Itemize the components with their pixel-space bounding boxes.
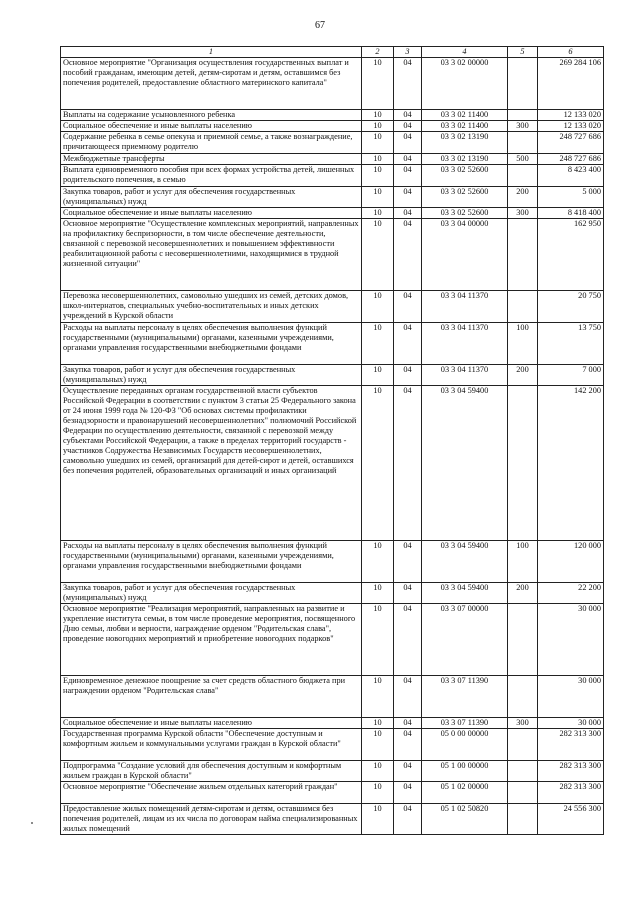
table-row — [61, 365, 604, 386]
cell-csr: 03 3 04 11370 — [422, 323, 508, 365]
cell-pr: 04 — [394, 323, 422, 365]
cell-rz: 10 — [362, 804, 394, 835]
cell-rz: 10 — [362, 121, 394, 132]
header-cell: 2 — [362, 47, 394, 58]
cell-csr: 03 3 04 59400 — [422, 583, 508, 604]
cell-rz: 10 — [362, 187, 394, 208]
table-row — [61, 323, 604, 365]
cell-name: Основное мероприятие "Организация осуществления государственных выплат и пособий гражданам, имеющим детей, детям-сиротам и детям, оставшимся без попечения родителей, предоставление областного материнского капитала" — [61, 58, 362, 110]
cell-pr: 04 — [394, 208, 422, 219]
cell-csr: 03 3 02 52600 — [422, 165, 508, 187]
cell-name: Выплаты на содержание усыновленного ребенка — [61, 110, 362, 121]
cell-pr: 04 — [394, 58, 422, 110]
cell-sum: 248 727 686 — [538, 154, 604, 165]
cell-vr — [508, 132, 538, 154]
cell-name: Осуществление переданных органам государственной власти субъектов Российской Федерации в соответствии с пунктом 3 статьи 25 Федерального закона от 24 июня 1999 года № 120-ФЗ "Об основах системы профилактики безнадзорности и правонарушений несовершеннолетних" полномочий Российской Федерации по осуществлению деятельности, связанной с перевозкой между субъектами Российской Федерации, а также в пределах территорий государств - участников Содружества Независимых Государств несовершеннолетних, самовольно ушедших из семей, организаций для детей-сирот и детей, оставшихся без попечения родителей, образовательных организаций и иных организаций — [61, 386, 362, 541]
cell-rz: 10 — [362, 583, 394, 604]
cell-name: Социальное обеспечение и иные выплаты населению — [61, 208, 362, 219]
table-row — [61, 165, 604, 187]
cell-pr: 04 — [394, 219, 422, 291]
cell-name: Основное мероприятие "Реализация мероприятий, направленных на развитие и укрепление института семьи, в том числе проведение мероприятия, посвященного Дню семьи, любви и верности, награждение орденом "Родительская слава", проведение новогодних мероприятий и приобретение новогодних подарков" — [61, 604, 362, 676]
cell-csr: 03 3 04 59400 — [422, 541, 508, 583]
table-row — [61, 718, 604, 729]
cell-sum: 30 000 — [538, 676, 604, 718]
cell-pr: 04 — [394, 729, 422, 761]
cell-csr: 03 3 02 13190 — [422, 154, 508, 165]
cell-vr: 300 — [508, 208, 538, 219]
cell-sum: 282 313 300 — [538, 729, 604, 761]
cell-sum: 24 556 300 — [538, 804, 604, 835]
cell-vr — [508, 676, 538, 718]
cell-name: Закупка товаров, работ и услуг для обеспечения государственных (муниципальных) нужд — [61, 583, 362, 604]
cell-rz: 10 — [362, 729, 394, 761]
cell-sum: 120 000 — [538, 541, 604, 583]
table-row — [61, 761, 604, 782]
cell-vr: 200 — [508, 583, 538, 604]
table-row — [61, 386, 604, 541]
cell-name: Предоставление жилых помещений детям-сиротам и детям, оставшимся без попечения родителей, лицам из их числа по договорам найма специализированных жилых помещений — [61, 804, 362, 835]
table-row — [61, 187, 604, 208]
cell-rz: 10 — [362, 718, 394, 729]
cell-csr: 03 3 02 52600 — [422, 187, 508, 208]
cell-vr: 100 — [508, 323, 538, 365]
cell-csr: 05 0 00 00000 — [422, 729, 508, 761]
table-row — [61, 729, 604, 761]
cell-rz: 10 — [362, 386, 394, 541]
cell-name: Государственная программа Курской области "Обеспечение доступным и комфортным жильем и коммунальными услугами граждан в Курской области" — [61, 729, 362, 761]
cell-vr: 100 — [508, 541, 538, 583]
cell-pr: 04 — [394, 365, 422, 386]
cell-csr: 03 3 07 00000 — [422, 604, 508, 676]
cell-rz: 10 — [362, 154, 394, 165]
cell-csr: 03 3 04 00000 — [422, 219, 508, 291]
cell-sum: 248 727 686 — [538, 132, 604, 154]
cell-vr — [508, 58, 538, 110]
cell-sum: 13 750 — [538, 323, 604, 365]
cell-csr: 05 1 02 00000 — [422, 782, 508, 804]
cell-name: Выплата единовременного пособия при всех формах устройства детей, лишенных родительского попечения, в семью — [61, 165, 362, 187]
table-row — [61, 208, 604, 219]
scan-speck — [31, 822, 33, 824]
cell-csr: 03 3 04 59400 — [422, 386, 508, 541]
table-row — [61, 604, 604, 676]
cell-sum: 12 133 020 — [538, 110, 604, 121]
table-row — [61, 132, 604, 154]
table-row — [61, 804, 604, 835]
cell-vr — [508, 110, 538, 121]
cell-vr — [508, 219, 538, 291]
cell-sum: 142 200 — [538, 386, 604, 541]
table-row — [61, 291, 604, 323]
cell-vr — [508, 291, 538, 323]
cell-rz: 10 — [362, 110, 394, 121]
cell-csr: 03 3 02 52600 — [422, 208, 508, 219]
cell-sum: 12 133 020 — [538, 121, 604, 132]
table-row — [61, 782, 604, 804]
cell-pr: 04 — [394, 165, 422, 187]
cell-vr: 300 — [508, 718, 538, 729]
cell-rz: 10 — [362, 291, 394, 323]
budget-table — [60, 46, 604, 835]
cell-pr: 04 — [394, 541, 422, 583]
cell-rz: 10 — [362, 323, 394, 365]
table-row — [61, 676, 604, 718]
cell-csr: 05 1 00 00000 — [422, 761, 508, 782]
cell-vr: 300 — [508, 121, 538, 132]
cell-name: Закупка товаров, работ и услуг для обеспечения государственных (муниципальных) нужд — [61, 187, 362, 208]
cell-pr: 04 — [394, 386, 422, 541]
cell-vr — [508, 804, 538, 835]
table-row — [61, 583, 604, 604]
table-row — [61, 541, 604, 583]
cell-sum: 22 200 — [538, 583, 604, 604]
header-cell: 1 — [61, 47, 362, 58]
cell-vr: 500 — [508, 154, 538, 165]
cell-sum: 20 750 — [538, 291, 604, 323]
cell-name: Подпрограмма "Создание условий для обеспечения доступным и комфортным жильем граждан в Курской области" — [61, 761, 362, 782]
cell-rz: 10 — [362, 782, 394, 804]
cell-pr: 04 — [394, 718, 422, 729]
cell-rz: 10 — [362, 219, 394, 291]
cell-csr: 03 3 07 11390 — [422, 718, 508, 729]
cell-name: Содержание ребенка в семье опекуна и приемной семье, а также вознаграждение, причитающееся приемному родителю — [61, 132, 362, 154]
header-cell: 4 — [422, 47, 508, 58]
cell-name: Межбюджетные трансферты — [61, 154, 362, 165]
cell-vr — [508, 729, 538, 761]
cell-vr — [508, 165, 538, 187]
cell-rz: 10 — [362, 365, 394, 386]
cell-sum: 269 284 106 — [538, 58, 604, 110]
cell-sum: 8 423 400 — [538, 165, 604, 187]
cell-name: Закупка товаров, работ и услуг для обеспечения государственных (муниципальных) нужд — [61, 365, 362, 386]
cell-name: Единовременное денежное поощрение за счет средств областного бюджета при награждении орденом "Родительская слава" — [61, 676, 362, 718]
cell-sum: 30 000 — [538, 718, 604, 729]
cell-pr: 04 — [394, 604, 422, 676]
cell-pr: 04 — [394, 761, 422, 782]
cell-rz: 10 — [362, 604, 394, 676]
cell-name: Основное мероприятие "Осуществление комплексных мероприятий, направленных на профилактику беспризорности, в том числе обеспечение деятельности, связанной с перевозкой несовершеннолетних и повышением эффективности реабилитационной работы с несовершеннолетними, находящимися в трудной жизненной ситуации" — [61, 219, 362, 291]
cell-name: Основное мероприятие "Обеспечение жильем отдельных категорий граждан" — [61, 782, 362, 804]
header-cell: 6 — [538, 47, 604, 58]
cell-pr: 04 — [394, 583, 422, 604]
cell-csr: 03 3 04 11370 — [422, 291, 508, 323]
cell-csr: 03 3 02 13190 — [422, 132, 508, 154]
cell-vr: 200 — [508, 365, 538, 386]
cell-pr: 04 — [394, 291, 422, 323]
cell-rz: 10 — [362, 165, 394, 187]
cell-csr: 03 3 04 11370 — [422, 365, 508, 386]
cell-sum: 30 000 — [538, 604, 604, 676]
header-cell: 3 — [394, 47, 422, 58]
table-body — [61, 58, 604, 835]
cell-sum: 282 313 300 — [538, 782, 604, 804]
page-number: 67 — [315, 20, 325, 31]
cell-name: Расходы на выплаты персоналу в целях обеспечения выполнения функций государственными (муниципальными) органами, казенными учреждениями, органами управления государственными внебюджетными фондами — [61, 323, 362, 365]
cell-csr: 03 3 02 11400 — [422, 110, 508, 121]
cell-sum: 7 000 — [538, 365, 604, 386]
cell-pr: 04 — [394, 110, 422, 121]
cell-sum: 162 950 — [538, 219, 604, 291]
header-cell: 5 — [508, 47, 538, 58]
cell-pr: 04 — [394, 154, 422, 165]
cell-csr: 03 3 07 11390 — [422, 676, 508, 718]
table-row — [61, 110, 604, 121]
cell-pr: 04 — [394, 782, 422, 804]
cell-name: Перевозка несовершеннолетних, самовольно ушедших из семей, детских домов, школ-интернатов, специальных учебно-воспитательных и иных детских учреждений в Курской области — [61, 291, 362, 323]
table-row — [61, 154, 604, 165]
cell-vr — [508, 761, 538, 782]
cell-vr — [508, 604, 538, 676]
cell-vr: 200 — [508, 187, 538, 208]
cell-rz: 10 — [362, 208, 394, 219]
cell-rz: 10 — [362, 58, 394, 110]
cell-rz: 10 — [362, 132, 394, 154]
cell-vr — [508, 782, 538, 804]
cell-csr: 03 3 02 11400 — [422, 121, 508, 132]
cell-rz: 10 — [362, 541, 394, 583]
table-row — [61, 219, 604, 291]
cell-pr: 04 — [394, 676, 422, 718]
cell-pr: 04 — [394, 121, 422, 132]
cell-sum: 8 418 400 — [538, 208, 604, 219]
cell-rz: 10 — [362, 676, 394, 718]
cell-rz: 10 — [362, 761, 394, 782]
cell-name: Расходы на выплаты персоналу в целях обеспечения выполнения функций государственными (муниципальными) органами, казенными учреждениями, органами управления государственными внебюджетными фондами — [61, 541, 362, 583]
table-row — [61, 121, 604, 132]
cell-csr: 05 1 02 50820 — [422, 804, 508, 835]
table-row — [61, 58, 604, 110]
cell-csr: 03 3 02 00000 — [422, 58, 508, 110]
cell-vr — [508, 386, 538, 541]
cell-name: Социальное обеспечение и иные выплаты населению — [61, 121, 362, 132]
cell-sum: 5 000 — [538, 187, 604, 208]
cell-pr: 04 — [394, 132, 422, 154]
cell-pr: 04 — [394, 187, 422, 208]
table-header-row — [61, 47, 604, 58]
cell-pr: 04 — [394, 804, 422, 835]
cell-name: Социальное обеспечение и иные выплаты населению — [61, 718, 362, 729]
cell-sum: 282 313 300 — [538, 761, 604, 782]
